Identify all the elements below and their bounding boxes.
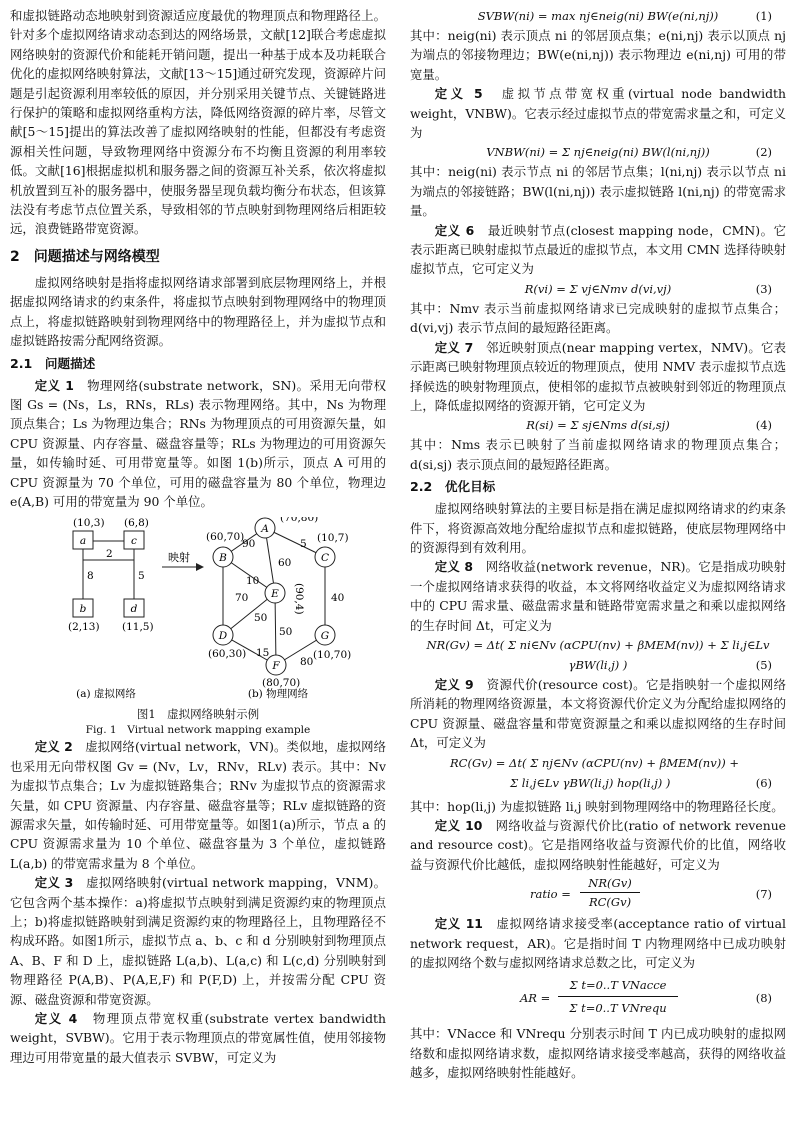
definition-4 <box>10 1009 386 1067</box>
physical-network <box>206 517 351 689</box>
eq1-number: (1) <box>755 9 772 23</box>
eq6-line1: RC(Gv) = Δt( Σ nj∈Nv (αCPU(nv) + βMEM(nv)) + <box>450 755 739 770</box>
def9-text: 资源代价(resource cost)。它是指映射一个虚拟网络所消耗的物理网络资源量，本文将资源代价定义为分配给虚拟网络的 CPU 资源量、磁盘容量和带宽资源量之和乘以虚拟网络的生存时间 Δt，可定义为 <box>410 676 786 751</box>
subcaption-a: (a) 虚拟网络 <box>76 688 136 701</box>
eq4-explanation: 其中：Nms 表示已映射了当前虚拟网络请求的物理顶点集合；d(si,sj) 表示顶点间的最短路径距离。 <box>410 437 786 472</box>
pnode-B-label: B <box>219 552 227 565</box>
plink-F-G-bw: 80 <box>300 656 314 669</box>
def2-label: 定义 2 <box>34 739 73 755</box>
eq3-number: (3) <box>755 281 772 296</box>
definition-6 <box>410 221 786 279</box>
plink-E-F <box>275 593 276 665</box>
eq1-body: SVBW(ni) = max nj∈neig(ni) BW(e(ni,nj)) <box>477 9 719 23</box>
def5-text: 虚拟节点带宽权重(virtual node bandwidth weight，VNBW)。它表示经过虚拟节点的带宽需求量之和，可定义为 <box>410 86 786 141</box>
figure-1 <box>10 517 386 737</box>
mapping-arrow <box>162 550 204 571</box>
def11-text: 虚拟网络请求接受率(acceptance ratio of virtual network request，AR)。它是指时间 T 内物理网络中已成功映射的虚拟网络个数与虚拟网络请求总数之比，可定义为 <box>410 916 786 971</box>
eq4-body: R(si) = Σ sj∈Nms d(si,sj) <box>526 418 670 433</box>
pnode-C-label: C <box>320 552 330 565</box>
def1-text: 物理网络(substrate network，SN)。采用无向带权图 Gs = (Ns，Ls，RNs，RLs) 表示物理网络。其中，Ns 为物理顶点集合；Ls 为物理边集合；RNs 为物理顶点的可用资源矢量，如CPU 资源量、内存容量、磁盘容量等；RLs 为物理边的可用资源矢量，如传输时延、可用带宽量等。如图 1(b)所示，顶点 A 可用的 CPU 资源量为 70 个单位，可用的磁盘容量为 80 个单位，物理边 e(A,B) 可用的带宽量为 90 个单位。 <box>10 377 386 509</box>
eq5-body: NR(Gv) = Δt( Σ ni∈Nv (αCPU(nv) + βMEM(nv)) + Σ li,j∈Lv γBW(li,j) ) <box>426 637 770 672</box>
plink-A-E-bw: 60 <box>278 557 292 570</box>
definition-1 <box>10 376 386 512</box>
def1-label: 定义 1 <box>34 377 74 393</box>
def4-label: 定义 4 <box>34 1011 78 1027</box>
definition-8 <box>410 557 786 635</box>
definition-3 <box>10 873 386 1009</box>
plink-D-E-bw: 50 <box>254 612 268 625</box>
pnode-C-attr: (10,7) <box>317 532 349 545</box>
pnode-E-attr: (90,4) <box>293 583 305 615</box>
def6-text: 最近映射节点(closest mapping node，CMN)。它表示距离已映射虚拟节点最近的虚拟节点，本文用 CMN 选择待映射虚拟节点，它可定义为 <box>410 222 787 277</box>
definition-9 <box>410 675 786 753</box>
eq8-explanation: 其中：VNacce 和 VNrequ 分别表示时间 T 内已成功映射的虚拟网络数和虚拟网络请求数，虚拟网络请求接受率越高，获得的网络收益越多，虚拟网络映射性能越好。 <box>410 1026 786 1081</box>
section22-intro: 虚拟网络映射算法的主要目标是指在满足虚拟网络请求的约束条件下，将资源高效地分配给虚拟节点和虚拟链路，使底层物理网络中的资源得到有效利用。 <box>410 501 786 555</box>
eq5-number: (5) <box>755 657 772 672</box>
section2-title: 2 问题描述与网络模型 <box>10 248 160 265</box>
eq8-numerator: Σ t=0..T VNacce <box>558 974 678 997</box>
def9-label: 定义 9 <box>434 676 474 692</box>
vnode-c-attr: (6,8) <box>124 517 149 530</box>
pnode-A-label: A <box>261 523 269 536</box>
pnode-A-attr: (70,80) <box>280 517 319 525</box>
pnode-G-attr: (10,70) <box>313 649 352 662</box>
plink-A-B-bw: 90 <box>242 538 256 551</box>
vnode-a-label: a <box>79 535 87 548</box>
plink-C-G-bw: 40 <box>331 592 345 605</box>
vnode-b-attr: (2,13) <box>68 621 100 634</box>
def4-text: 物理顶点带宽权重(substrate vertex bandwidth weight，SVBW)。它用于表示物理顶点的带宽属性值，使用邻接物理边可用带宽量的最大值表示 SVBW，可定义为 <box>10 1011 386 1065</box>
def2-text: 虚拟网络(virtual network，VN)。类似地，虚拟网络也采用无向带权图 Gv = (Nv，Lv，RNv，RLv) 表示。其中：Nv 为虚拟节点集合；Lv 为虚拟链路集合；RNv 为虚拟节点的资源需求矢量，如 CPU 资源量、内存容量、磁盘容量等；RLv 虚拟链路的资源需求矢量，如传输时延、可用带宽量等。如图1(a)所示，节点 a 的 CPU 资源需求量为 10 个单位、磁盘容量为 3 个单位，虚拟链路 L(a,b) 的带宽需求量为 8 个单位。 <box>10 739 387 871</box>
figure-caption-cn: 图1 虚拟网络映射示例 <box>136 707 260 722</box>
vnode-d-attr: (11,5) <box>122 621 154 634</box>
def10-label: 定义 10 <box>434 818 483 833</box>
def7-label: 定义 7 <box>434 339 474 355</box>
subsection21-title: 2.1 问题描述 <box>10 355 96 371</box>
vnode-a-attr: (10,3) <box>73 517 105 530</box>
intro-continued: 和虚拟链路动态地映射到资源适应度最优的物理顶点和物理路径上。针对多个虚拟网络请求动态到达的网络场景，文献[12]联合考虑虚拟网络映射的资源代价和能耗开销问题，提出一种基于成本及功耗联合优化的虚拟网络映射算法，文献[13～15]通过研究发现，资源碎片问题是引起资源利用率较低的原因，并分别采用关键节点、关键链路进行保护的策略和虚拟网络重构方法，降低网络资源的碎片率，尽管文献[5～15]提出的算法改善了虚拟网络映射的性能，但都没有考虑资源相关性问题，导致物理网络中资源分布不均衡且资源的利用率较低。文献[16]根据虚拟机和服务器之间的资源互补关系，依次将虚拟机放置到互补的服务器中，使服务器呈现负载均衡分布状态，但该算法没有考虑节点位置关系，导致相邻的节点映射到物理网络后相距较远，浪费链路带宽资源。 <box>10 8 386 237</box>
definition-11 <box>410 914 786 972</box>
equation-6 <box>410 753 786 797</box>
pnode-F-attr: (80,70) <box>262 677 301 690</box>
right-column <box>410 6 786 1083</box>
plink-B-D-bw: 70 <box>235 592 249 605</box>
def10-text: 网络收益与资源代价比(ratio of network revenue and resource cost)。它是指网络收益与资源代价的比值，网络收益与资源代价比越低，虚拟网络映射性能越好，可定义为 <box>410 818 787 872</box>
vlink-c-d-bw: 5 <box>138 570 145 583</box>
eq6-explanation: 其中：hop(li,j) 为虚拟链路 li,j 映射到物理网络中的物理路径长度。 <box>410 798 784 814</box>
def7-text: 邻近映射顶点(near mapping vertex，NMV)。它表示距离已映射物理顶点较近的物理顶点，使用 NMV 表示虚拟节点选择候选的映射物理顶点，使相邻的虚拟节点被映射到邻近的物理顶点上，降低虚拟网络的资源开销，它可定义为 <box>410 339 786 413</box>
eq2-number: (2) <box>755 145 772 160</box>
def3-label: 定义 3 <box>34 875 74 891</box>
eq2-explanation: 其中：neig(ni) 表示节点 ni 的邻居节点集；l(ni,nj) 表示以节点 ni 为端点的邻接链路；BW(l(ni,nj)) 表示虚拟链路 l(ni,nj) 的带宽需求量。 <box>410 164 786 219</box>
virtual-network <box>68 517 154 633</box>
figure-1-diagram <box>10 517 386 702</box>
definition-7 <box>410 338 786 416</box>
eq6-line2: Σ li,j∈Lv γBW(li,j) hop(li,j) ) <box>510 775 671 790</box>
mapping-label: 映射 <box>168 551 190 565</box>
plink-A-C-bw: 5 <box>300 538 307 551</box>
pnode-E-label: E <box>271 588 279 601</box>
eq1-explanation: 其中：neig(ni) 表示顶点 ni 的邻居顶点集；e(ni,nj) 表示以顶点 nj 为端点的邻接物理边；BW(e(ni,nj)) 表示物理边 e(ni,nj) 可用的带宽量。 <box>410 28 786 82</box>
eq2-body: VNBW(ni) = Σ nj∈neig(ni) BW(l(ni,nj)) <box>486 145 710 160</box>
eq7-number: (7) <box>755 887 772 902</box>
eq7-lhs: ratio = <box>530 887 571 902</box>
def6-label: 定义 6 <box>434 222 475 238</box>
vnode-b-label: b <box>79 603 87 616</box>
equation-7 <box>410 874 786 914</box>
subsection22-title: 2.2 优化目标 <box>410 479 496 495</box>
eq8-denominator: Σ t=0..T VNrequ <box>569 1001 667 1016</box>
def11-label: 定义 11 <box>434 916 483 932</box>
eq7-numerator: NR(Gv) <box>580 874 640 893</box>
eq4-number: (4) <box>755 418 772 433</box>
pnode-D-attr: (60,30) <box>208 648 247 661</box>
eq6-number: (6) <box>755 775 772 790</box>
vlink-a-c-bw: 2 <box>106 548 113 561</box>
vlink-a-b-bw: 8 <box>87 570 94 583</box>
definition-5 <box>410 84 786 142</box>
definition-10 <box>410 816 786 874</box>
eq3-explanation: 其中：Nmv 表示当前虚拟网络请求已完成映射的虚拟节点集合；d(vi,vj) 表示节点间的最短路径距离。 <box>410 300 786 336</box>
definition-2 <box>10 737 386 873</box>
eq3-body: R(vi) = Σ vj∈Nmv d(vi,vj) <box>524 281 672 296</box>
pnode-D-label: D <box>218 630 228 643</box>
def5-label: 定义 5 <box>434 86 483 102</box>
figure-caption-en: Fig. 1 Virtual network mapping example <box>85 724 311 737</box>
plink-B-E-bw: 10 <box>246 575 260 588</box>
def8-label: 定义 8 <box>434 559 474 575</box>
mapping-arrow-head <box>196 563 204 571</box>
eq8-lhs: AR = <box>520 991 551 1006</box>
subcaption-b: (b) 物理网络 <box>247 688 309 701</box>
vnode-d-label: d <box>130 603 138 616</box>
eq7-denominator: RC(Gv) <box>588 895 632 910</box>
left-column <box>10 6 386 1067</box>
def3-text: 虚拟网络映射(virtual network mapping，VNM)。它包含两个基本操作：a)将虚拟节点映射到满足资源约束的物理顶点上；b)将虚拟链路映射到满足资源约束的物理路径上，且物理路径不构成环路。如图1所示，虚拟节点 a、b、c 和 d 分别映射到物理顶点 A、B、F 和 D 上，虚拟链路 L(a,b)、L(a,c) 和 L(c,d) 分别映射到物理路径 P(A,B)、P(A,E,F) 和 P(F,D) 上，并按需分配 CPU 资源、磁盘资源和带宽资源。 <box>10 875 386 1007</box>
vnode-c-label: c <box>131 535 137 548</box>
equation-4 <box>410 415 786 435</box>
pnode-G-label: G <box>320 630 330 643</box>
equation-3 <box>410 279 786 299</box>
equation-5 <box>410 635 786 675</box>
def8-text: 网络收益(network revenue，NR)。它是指成功映射一个虚拟网络请求获得的收益，本文将网络收益定义为虚拟网络请求中的 CPU 需求量、磁盘需求量和链路带宽需求量之和乘以虚拟网络的生存时间 Δt，可定义为 <box>410 559 787 633</box>
eq8-number: (8) <box>755 991 772 1006</box>
section2-intro: 虚拟网络映射是指将虚拟网络请求部署到底层物理网络上，并根据虚拟网络请求的约束条件，将虚拟节点映射到物理网络中的物理顶点上，将虚拟链路映射到物理网络中的物理路径上，并为虚拟节点和虚拟链路按需分配网络资源。 <box>10 274 386 349</box>
pnode-B-attr: (60,70) <box>206 531 245 544</box>
equation-1 <box>410 6 786 26</box>
pnode-F-label: F <box>272 660 280 673</box>
plink-E-F-bw: 50 <box>279 626 293 639</box>
plink-D-F-bw: 15 <box>256 647 270 660</box>
equation-2 <box>410 142 786 162</box>
equation-8 <box>410 972 786 1024</box>
